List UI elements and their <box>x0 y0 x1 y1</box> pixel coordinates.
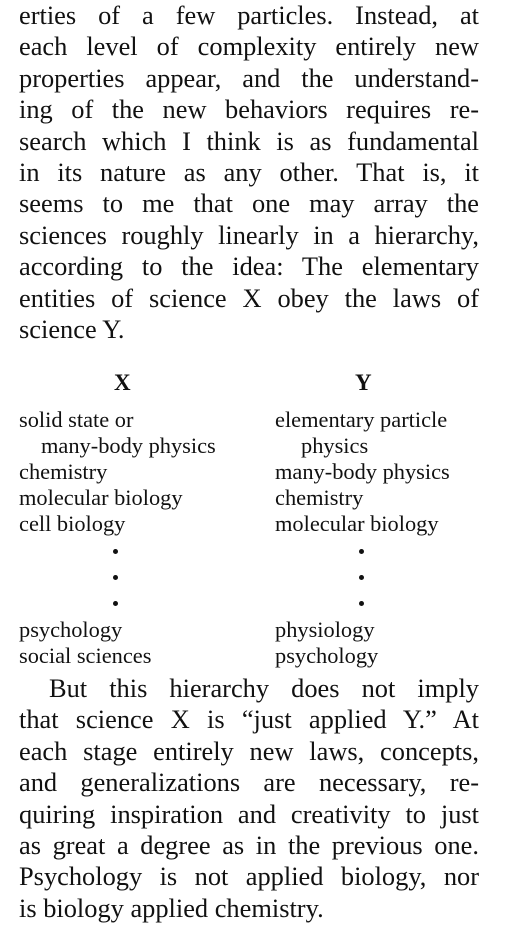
text-line: each level of complexity entirely new <box>19 31 479 62</box>
text-line: Psychology is not applied biology, nor <box>19 861 479 892</box>
paragraph-hierarchy-intro <box>19 0 479 345</box>
ellipsis-dot <box>113 549 118 554</box>
text-line: ing of the new behaviors requires re- <box>19 94 479 125</box>
text-line: that science X is “just applied Y.” At <box>19 704 479 735</box>
ellipsis-dot <box>359 601 364 606</box>
table-cell-y: chemistry <box>275 485 364 510</box>
column-header-x: X <box>114 370 131 395</box>
text-line: in its nature as any other. That is, it <box>19 157 479 188</box>
text-line: seems to me that one may array the <box>19 188 479 219</box>
text-line: science Y. <box>19 314 125 345</box>
text-line: each stage entirely new laws, concepts, <box>19 735 479 766</box>
table-cell-x: social sciences <box>19 643 152 668</box>
ellipsis-dot <box>359 575 364 580</box>
text-line: and generalizations are necessary, re- <box>19 767 479 798</box>
table-cell-y: molecular biology <box>275 511 439 536</box>
text-line: quiring inspiration and creativity to just <box>19 798 479 829</box>
ellipsis-dot <box>113 601 118 606</box>
table-cell-x: molecular biology <box>19 485 183 510</box>
table-cell-x: many-body physics <box>41 433 216 458</box>
text-line: is biology applied chemistry. <box>19 892 324 923</box>
text-line: search which I think is as fundamental <box>19 125 479 156</box>
column-header-y: Y <box>355 370 372 395</box>
table-cell-y: elementary particle <box>275 407 448 432</box>
text-line: properties appear, and the understand- <box>19 62 479 93</box>
ellipsis-dot <box>359 549 364 554</box>
table-cell-y: physics <box>301 433 369 458</box>
table-cell-x: psychology <box>19 617 123 642</box>
text-line: as great a degree as in the previous one. <box>19 830 479 861</box>
table-cell-x: chemistry <box>19 459 108 484</box>
ellipsis-dot <box>113 575 118 580</box>
text-line: according to the idea: The elementary <box>19 251 479 282</box>
table-cell-y: many-body physics <box>275 459 450 484</box>
table-cell-x: cell biology <box>19 511 126 536</box>
text-line: sciences roughly linearly in a hierarchy, <box>19 219 479 250</box>
table-cell-y: physiology <box>275 617 375 642</box>
paragraph-not-applied <box>19 673 479 924</box>
hierarchy-table <box>19 370 499 670</box>
table-cell-y: psychology <box>275 643 379 668</box>
text-line: entities of science X obey the laws of <box>19 282 479 313</box>
table-cell-x: solid state or <box>19 407 134 432</box>
text-line: But this hierarchy does not imply <box>49 673 479 703</box>
text-line: erties of a few particles. Instead, at <box>19 0 479 30</box>
